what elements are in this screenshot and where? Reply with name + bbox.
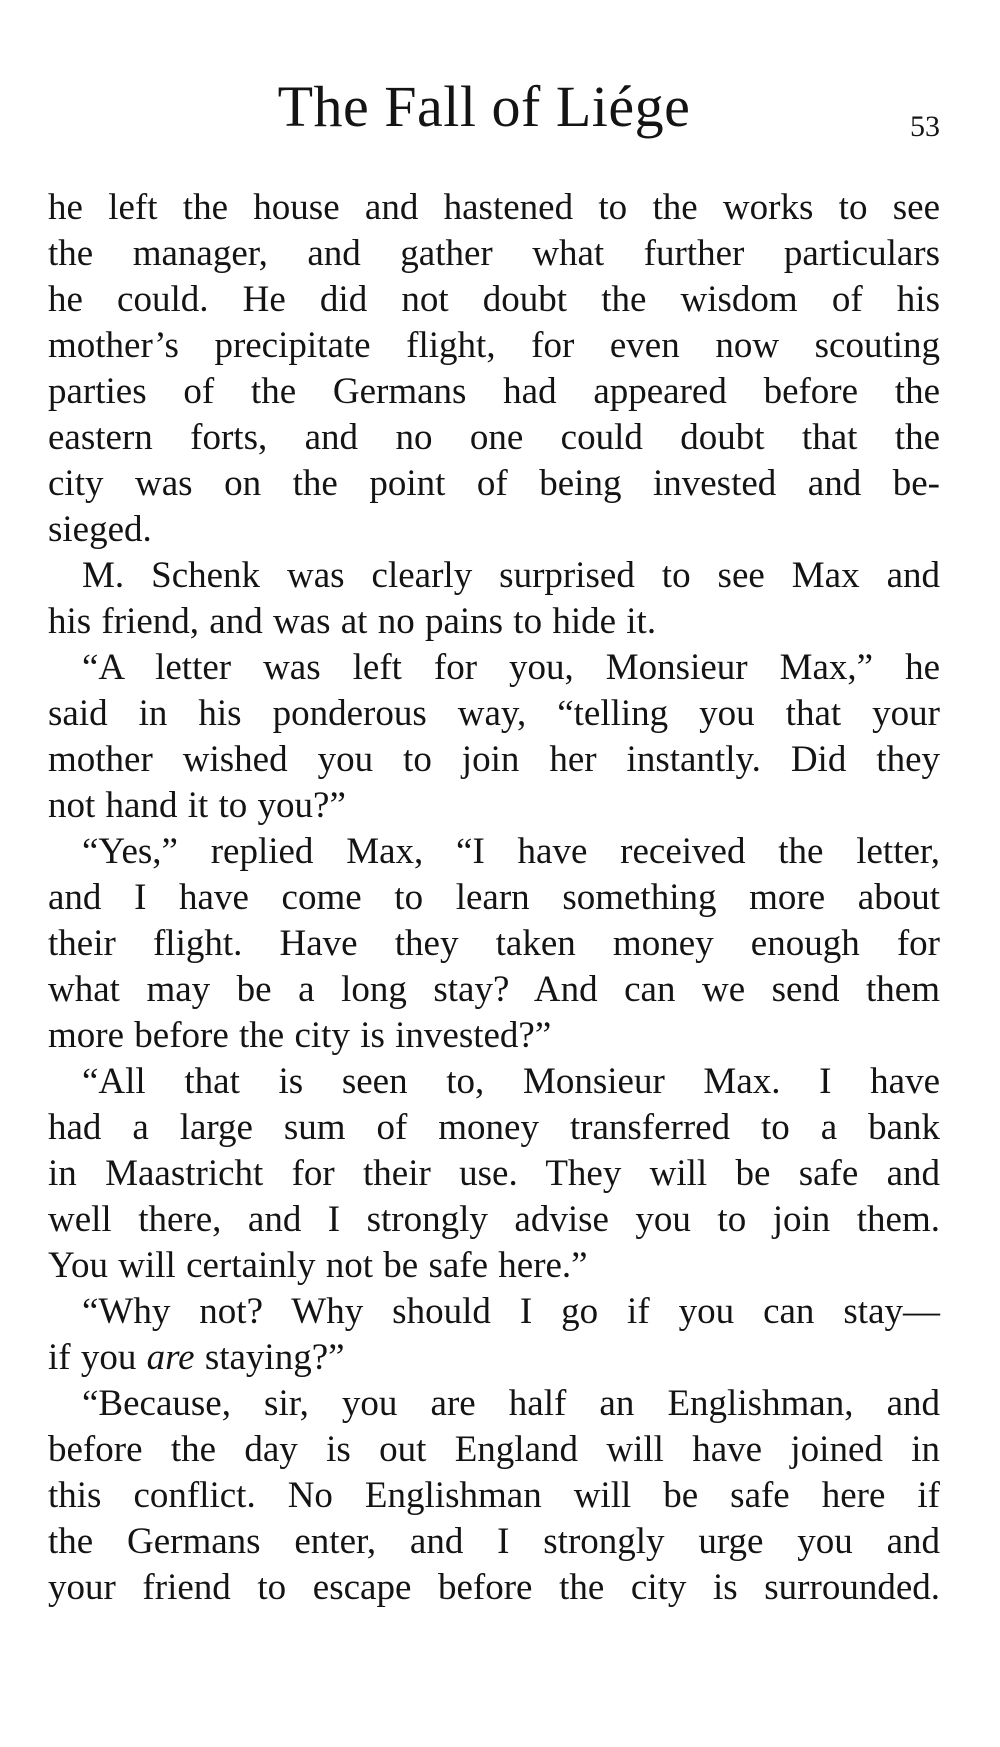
text-line: “Because, sir, you are half an Englishman, and <box>82 1383 940 1424</box>
page-number: 53 <box>910 110 940 143</box>
text-line: You will certainly not be safe here.” <box>48 1245 588 1286</box>
text-line: said in his ponderous way, “telling you that your <box>48 693 940 734</box>
text-line: their flight. Have they taken money enough for <box>48 923 940 964</box>
paragraph-7 <box>48 1381 940 1611</box>
text-line: more before the city is invested?” <box>48 1015 552 1056</box>
running-head <box>48 0 940 180</box>
text-line: sieged. <box>48 509 152 550</box>
text-line: eastern forts, and no one could doubt that the <box>48 417 940 458</box>
paragraph-5 <box>48 1059 940 1289</box>
text-line: “All that is seen to, Monsieur Max. I have <box>82 1061 940 1102</box>
text-line: mother’s precipitate flight, for even now scouting <box>48 325 940 366</box>
text-line: he could. He did not doubt the wisdom of his <box>48 279 940 320</box>
paragraph-4 <box>48 829 940 1059</box>
paragraph-3 <box>48 645 940 829</box>
text-line: in Maastricht for their use. They will be safe and <box>48 1153 940 1194</box>
text-line: mother wished you to join her instantly. Did they <box>48 739 940 780</box>
text-line: M. Schenk was clearly surprised to see Max and <box>82 555 940 596</box>
text-line: had a large sum of money transferred to a bank <box>48 1107 940 1148</box>
text-line: and I have come to learn something more about <box>48 877 940 918</box>
text-line: his friend, and was at no pains to hide it. <box>48 601 657 642</box>
body-text <box>48 185 940 1611</box>
text-line: what may be a long stay? And can we send them <box>48 969 940 1010</box>
running-title: The Fall of Liége <box>277 74 691 139</box>
text-line: “A letter was left for you, Monsieur Max,” he <box>82 647 940 688</box>
text-line: this conflict. No Englishman will be safe here if <box>48 1475 940 1516</box>
text-line: the manager, and gather what further particulars <box>48 233 940 274</box>
book-page <box>48 0 940 1608</box>
text-line: “Yes,” replied Max, “I have received the letter, <box>82 831 940 872</box>
text-line-with-emphasis: if you are staying?” <box>48 1337 345 1378</box>
text-line: before the day is out England will have joined in <box>48 1429 940 1470</box>
text-line: the Germans enter, and I strongly urge you and <box>48 1521 940 1562</box>
paragraph-1 <box>48 185 940 553</box>
text-line: city was on the point of being invested and be- <box>48 463 940 504</box>
text-line: not hand it to you?” <box>48 785 346 826</box>
text-line: parties of the Germans had appeared before the <box>48 371 940 412</box>
text-line: your friend to escape before the city is surrounded. <box>48 1567 940 1608</box>
emphasized-word: are <box>146 1337 195 1378</box>
text-line: well there, and I strongly advise you to join them. <box>48 1199 940 1240</box>
text-line: “Why not? Why should I go if you can stay— <box>82 1291 940 1332</box>
text-line: he left the house and hastened to the works to see <box>48 187 940 228</box>
paragraph-6 <box>48 1289 940 1381</box>
paragraph-2 <box>48 553 940 645</box>
